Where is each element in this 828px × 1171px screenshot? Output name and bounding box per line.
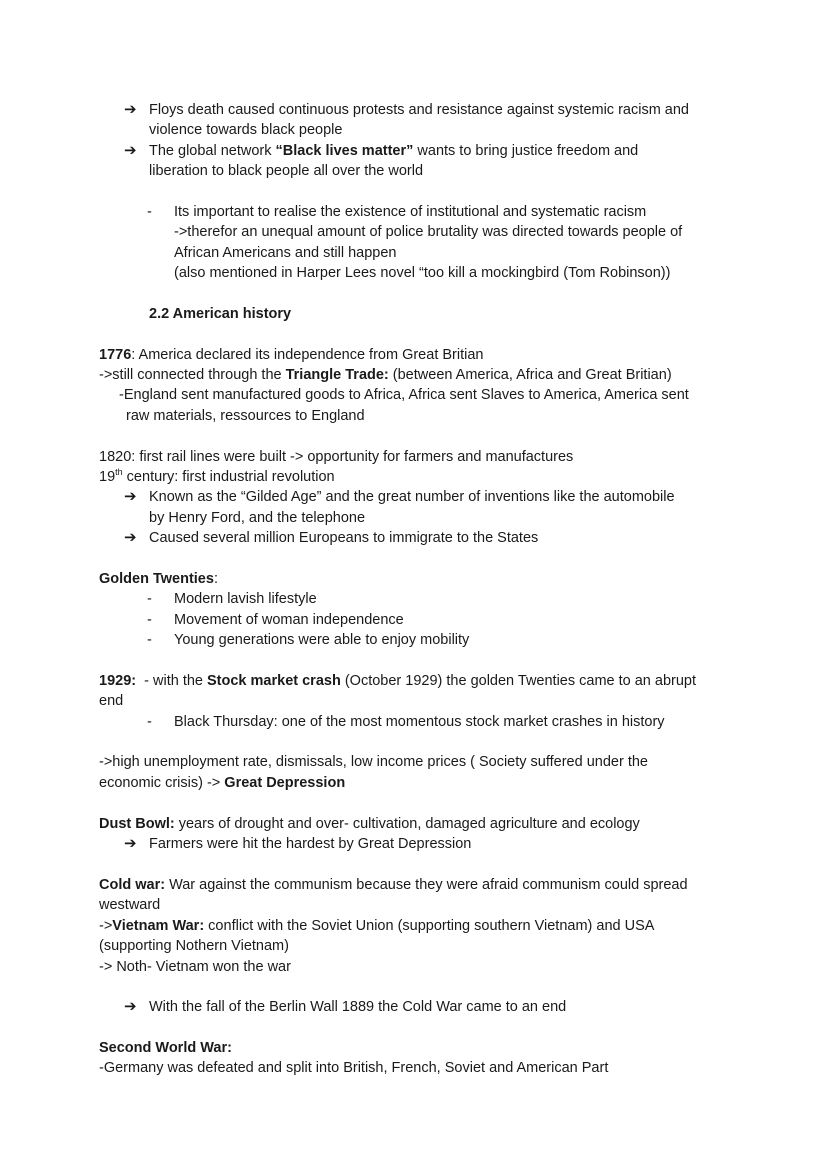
dash-bullet: - bbox=[147, 204, 152, 220]
racism-line2: ->therefor an unequal amount of police brutality was directed towards people of bbox=[174, 224, 683, 240]
arrow-bullet-icon: ➔ bbox=[124, 142, 137, 159]
golden-item: Movement of woman independence bbox=[174, 612, 404, 628]
y1929-line1: 1929: - with the Stock market crash (October 1929) the golden Twenties came to an abrupt bbox=[99, 673, 697, 689]
farmers-line: Farmers were hit the hardest by Great Depression bbox=[149, 836, 472, 852]
bullet-blm-line2: liberation to black people all over the world bbox=[149, 163, 424, 179]
dust-bowl-line: Dust Bowl: years of drought and over- cultivation, damaged agriculture and ecology bbox=[99, 816, 640, 832]
dash-bullet: - bbox=[147, 591, 152, 607]
immigration-line: Caused several million Europeans to immigrate to the States bbox=[149, 530, 539, 546]
y1820-line2: 19th century: first industrial revolution bbox=[99, 467, 335, 485]
cold-war-line2: westward bbox=[99, 897, 161, 913]
y1820-line1: 1820: first rail lines were built -> opportunity for farmers and manufactures bbox=[99, 449, 574, 465]
bullet-floyd-line2: violence towards black people bbox=[149, 122, 343, 138]
black-thursday-line: Black Thursday: one of the most momentous stock market crashes in history bbox=[174, 714, 665, 730]
y1776-line4: raw materials, ressources to England bbox=[126, 408, 365, 424]
berlin-wall-line: With the fall of the Berlin Wall 1889 the Cold War came to an end bbox=[149, 999, 567, 1015]
arrow-bullet-icon: ➔ bbox=[124, 998, 137, 1015]
vietnam-line3: -> Noth- Vietnam won the war bbox=[99, 959, 291, 975]
section-heading: 2.2 American history bbox=[149, 306, 292, 322]
y1776-line1: 1776: America declared its independence from Great Britian bbox=[99, 347, 484, 363]
ww2-title: Second World War: bbox=[99, 1040, 232, 1056]
arrow-bullet-icon: ➔ bbox=[124, 101, 137, 118]
arrow-bullet-icon: ➔ bbox=[124, 529, 137, 546]
dash-bullet: - bbox=[147, 612, 152, 628]
bullet-floyd-line1: Floys death caused continuous protests and resistance against systemic racism and bbox=[149, 102, 689, 118]
arrow-bullet-icon: ➔ bbox=[124, 835, 137, 852]
y1776-line2: ->still connected through the Triangle Trade: (between America, Africa and Great Britian) bbox=[99, 367, 672, 383]
golden-item: Young generations were able to enjoy mobility bbox=[174, 632, 470, 648]
ww2-line1: -Germany was defeated and split into British, French, Soviet and American Part bbox=[99, 1060, 609, 1076]
vietnam-line2: (supporting Nothern Vietnam) bbox=[99, 938, 289, 954]
vietnam-line1: ->Vietnam War: conflict with the Soviet Union (supporting southern Vietnam) and USA bbox=[99, 918, 655, 934]
racism-line1: Its important to realise the existence of institutional and systematic racism bbox=[174, 204, 647, 220]
cold-war-line1: Cold war: War against the communism because they were afraid communism could spread bbox=[99, 877, 688, 893]
golden-twenties-title: Golden Twenties: bbox=[99, 571, 218, 587]
dash-bullet: - bbox=[147, 714, 152, 730]
racism-line3: African Americans and still happen bbox=[174, 245, 397, 261]
golden-item: Modern lavish lifestyle bbox=[174, 591, 317, 607]
unemployment-line1: ->high unemployment rate, dismissals, low income prices ( Society suffered under the bbox=[99, 754, 648, 770]
unemployment-line2: economic crisis) -> Great Depression bbox=[99, 775, 346, 791]
gilded-line1: Known as the “Gilded Age” and the great number of inventions like the automobile bbox=[149, 489, 675, 505]
y1929-line2: end bbox=[99, 693, 124, 709]
gilded-line2: by Henry Ford, and the telephone bbox=[149, 510, 366, 526]
racism-line4: (also mentioned in Harper Lees novel “too kill a mockingbird (Tom Robinson)) bbox=[174, 265, 671, 281]
dash-bullet: - bbox=[147, 632, 152, 648]
arrow-bullet-icon: ➔ bbox=[124, 488, 137, 505]
y1776-line3: -England sent manufactured goods to Africa, Africa sent Slaves to America, America sent bbox=[119, 387, 689, 403]
blm-bold: “Black lives matter” bbox=[275, 143, 414, 159]
bullet-blm-line1: The global network “Black lives matter” wants to bring justice freedom and bbox=[149, 143, 639, 159]
